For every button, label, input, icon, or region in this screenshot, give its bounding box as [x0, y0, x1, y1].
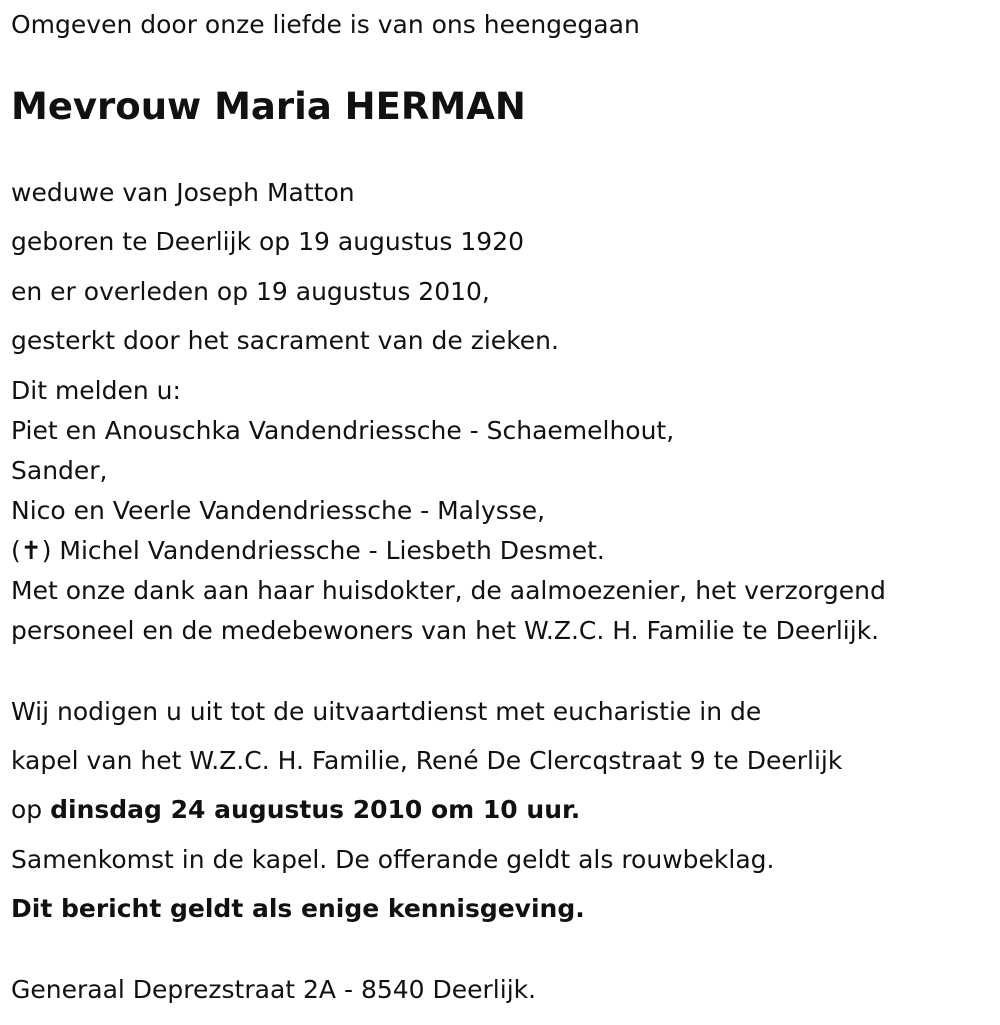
birth-line: geboren te Deerlijk op 19 augustus 1920: [11, 227, 525, 256]
thanks-line: Met onze dank aan haar huisdokter, de aalmoezenier, het verzorgend: [11, 576, 886, 605]
address-line: Generaal Deprezstraat 2A - 8540 Deerlijk.: [11, 975, 537, 1004]
notice-line: Dit bericht geldt als enige kennisgeving.: [11, 894, 585, 923]
family-line: (✝) Michel Vandendriessche - Liesbeth Desmet.: [11, 536, 605, 565]
intro-text: Omgeven door onze liefde is van ons heengegaan: [11, 10, 640, 39]
gathering-line: Samenkomst in de kapel. De offerande geldt als rouwbeklag.: [11, 845, 775, 874]
announcers-heading: Dit melden u:: [11, 376, 181, 405]
invite-line: Wij nodigen u uit tot de uitvaartdienst met eucharistie in de: [11, 697, 762, 726]
death-line: en er overleden op 19 augustus 2010,: [11, 277, 490, 306]
chapel-line: kapel van het W.Z.C. H. Familie, René De Clercqstraat 9 te Deerlijk: [11, 746, 843, 775]
widow-line: weduwe van Joseph Matton: [11, 178, 355, 207]
family-line: Piet en Anouschka Vandendriessche - Schaemelhout,: [11, 416, 675, 445]
sacrament-line: gesterkt door het sacrament van de zieken.: [11, 326, 559, 355]
service-date-line: [11, 795, 580, 825]
date-prefix: op: [11, 795, 51, 824]
family-line: Sander,: [11, 456, 108, 485]
family-line: Nico en Veerle Vandendriessche - Malysse,: [11, 496, 546, 525]
deceased-name: Mevrouw Maria HERMAN: [11, 85, 526, 128]
thanks-line: personeel en de medebewoners van het W.Z.C. H. Familie te Deerlijk.: [11, 616, 880, 645]
service-date: dinsdag 24 augustus 2010 om 10 uur.: [50, 795, 581, 824]
